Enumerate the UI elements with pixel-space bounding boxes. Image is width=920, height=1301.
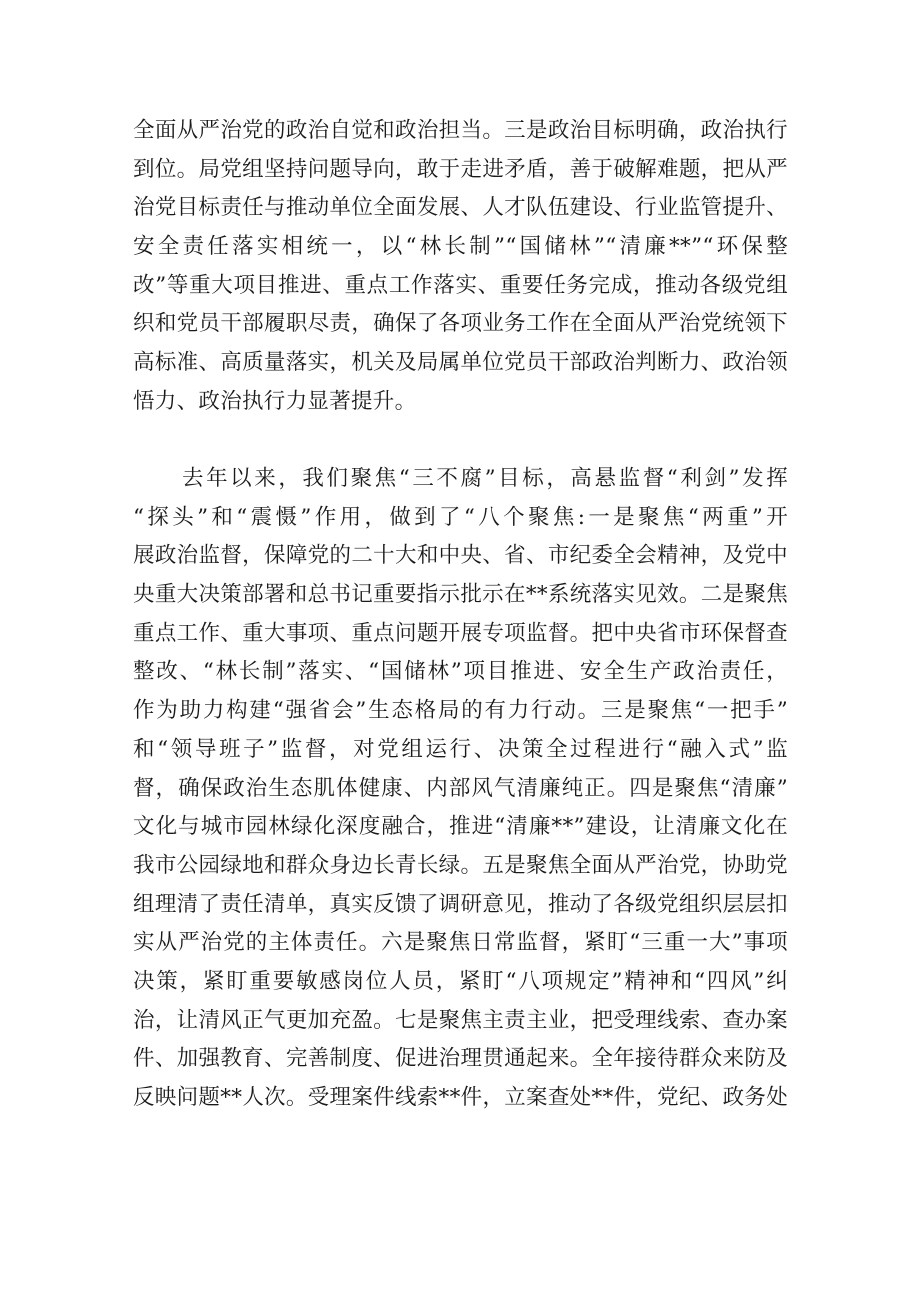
paragraph-line: “探头”和“震慑”作用，做到了“八个聚焦:一是聚焦“两重”开 [133, 504, 788, 530]
paragraph-line: 去年以来，我们聚焦“三不腐”目标，高悬监督“利剑”发挥 [182, 466, 788, 491]
paragraph-line: 展政治监督，保障党的二十大和中央、省、市纪委全会精神，及党中 [133, 543, 788, 569]
paragraph-line: 高标准、高质量落实，机关及局属单位党员干部政治判断力、政治领 [133, 350, 788, 376]
paragraph-line: 督，确保政治生态肌体健康、内部风气清廉纯正。四是聚焦“清廉” [133, 775, 788, 801]
paragraph-line: 改”等重大项目推进、重点工作落实、重要任务完成，推动各级党组 [133, 272, 788, 298]
paragraph-line: 和“领导班子”监督，对党组运行、决策全过程进行“融入式”监 [133, 736, 788, 762]
paragraph-1 [133, 112, 788, 422]
paragraph-line: 作为助力构建“强省会”生态格局的有力行动。三是聚焦“一把手” [133, 698, 788, 724]
paragraph-line: 到位。局党组坚持问题导向，敢于走进矛盾，善于破解难题，把从严 [133, 156, 788, 182]
paragraph-line: 重点工作、重大事项、重点问题开展专项监督。把中央省市环保督查 [133, 620, 788, 646]
paragraph-line: 央重大决策部署和总书记重要指示批示在**系统落实见效。二是聚焦 [133, 582, 788, 608]
paragraph-line: 治，让清风正气更加充盈。七是聚焦主责主业，把受理线索、查办案 [133, 1007, 788, 1033]
paragraph-line: 织和党员干部履职尽责，确保了各项业务工作在全面从严治党统领下 [133, 311, 788, 337]
paragraph-2 [133, 460, 788, 1118]
paragraph-line: 悟力、政治执行力显著提升。 [133, 388, 417, 414]
paragraph-line: 决策，紧盯重要敏感岗位人员，紧盯“八项规定”精神和“四风”纠 [133, 968, 788, 994]
paragraph-line: 整改、“林长制”落实、“国储林”项目推进、安全生产政治责任， [133, 659, 788, 685]
paragraph-line: 实从严治党的主体责任。六是聚焦日常监督，紧盯“三重一大”事项 [133, 930, 788, 956]
paragraph-line: 全面从严治党的政治自觉和政治担当。三是政治目标明确，政治执行 [133, 118, 788, 143]
paragraph-line: 安全责任落实相统一，以“林长制”“国储林”“清廉**”“环保整 [133, 234, 788, 260]
paragraph-line: 反映问题**人次。受理案件线索**件，立案查处**件，党纪、政务处 [133, 1085, 788, 1110]
paragraph-line: 文化与城市园林绿化深度融合，推进“清廉**”建设，让清廉文化在 [133, 814, 788, 840]
paragraph-line: 我市公园绿地和群众身边长青长绿。五是聚焦全面从严治党，协助党 [133, 852, 788, 878]
paragraph-line: 件、加强教育、完善制度、促进治理贯通起来。全年接待群众来防及 [133, 1046, 788, 1072]
paragraph-line: 组理清了责任清单，真实反馈了调研意见，推动了各级党组织层层扣 [133, 891, 788, 917]
paragraph-line: 治党目标责任与推动单位全面发展、人才队伍建设、行业监管提升、 [133, 195, 788, 221]
